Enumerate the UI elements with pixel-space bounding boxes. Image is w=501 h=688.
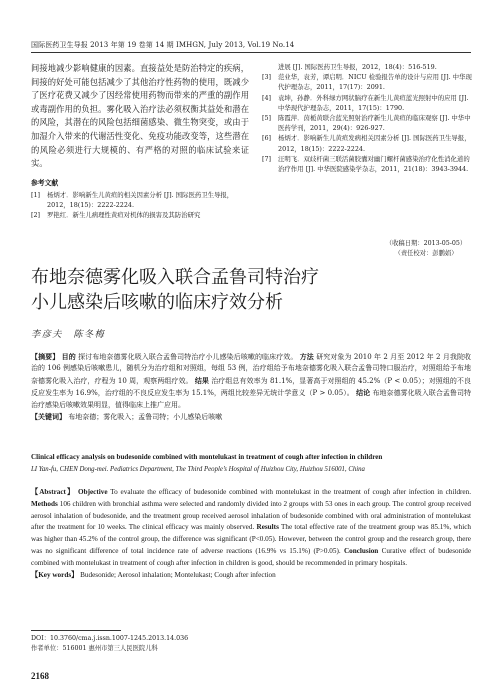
responsible-editor: （责任校对：彭鹏娟）	[394, 249, 458, 257]
en-result-label: Results	[256, 523, 279, 532]
received-note	[380, 239, 472, 258]
result-label: 结果	[194, 375, 209, 385]
objective-label: 目的	[61, 352, 76, 361]
reference-item: [7] 汪明飞．双歧杆菌三联活菌胶囊对幽门螺杆菌感染治疗化性消化道的治疗作用 [J]. 中华医院感染学杂志，2011，21(18)：3943-3944.	[262, 154, 470, 174]
header-rule	[31, 52, 471, 53]
title-line-1: 布地奈德雾化吸入联合孟鲁司特治疗	[31, 267, 319, 288]
footnote-rule	[31, 630, 121, 631]
article-title	[31, 265, 471, 315]
chinese-abstract	[31, 351, 471, 423]
method-label: 方法	[299, 352, 314, 361]
en-keywords-text: Budesonide; Aerosol inhalation; Montelukast; Cough after infection	[80, 570, 276, 579]
reference-item: [3] 范业华，袁芳，谭启明．NICU 检验报告单的设计与应用 [J]. 中华现代护理杂志，2011，17(17)：2091.	[262, 73, 472, 92]
reference-item: [2] 罗艳红．新生儿病理性黄疸对机体的损害及其防治研究	[31, 211, 201, 219]
result-text: 治疗组总有效率为 81.1%，显著高于对照组的 45.2%（P < 0.05）；对照组的不良反应发生率为 16.9%，治疗组的不良反应发生率为 15.1%，两组比较差异无统计学意义（P > 0.05）。	[31, 376, 471, 398]
running-header: 国际医药卫生导报 2013 年第 19 卷第 14 期 IMHGN, July 2013, Vol.19 No.14	[31, 41, 295, 49]
authors: 李彦夫 陈冬梅	[31, 329, 106, 340]
en-method-label: Methods	[31, 499, 58, 508]
references-heading: 参考文献	[31, 179, 59, 187]
received-date: （收稿日期：2013-05-05）	[385, 240, 467, 247]
footnote	[31, 634, 188, 653]
reference-item: [4] 袁坤，孙静．外科绿方网状脑疗在新生儿黄疸蓝光照射中的应用 [J]. 中华现代护理杂志，2011，17(15)：1790.	[262, 93, 469, 112]
reference-item: [5] 陈霞萍．茵栀黄联合蓝光照射治疗新生儿黄疸的临床观察 [J]. 中华中医药学刊，2011，29(4)：926-927.	[262, 114, 471, 133]
page-number: 2168	[31, 671, 49, 681]
keywords-text: 布地奈德；雾化吸入；孟鲁司特；小儿感染后咳嗽	[68, 413, 223, 422]
en-result-text: The total effective rate of the treatment group was 85.1%, which was higher than 45.2% of the control group, the difference was significant (P<0.05). However, between the control group and the research group, there was no significant difference of total incidence rate of adverse reactions (16.9% vs 15.1%) (P>0.05).	[31, 523, 471, 555]
reference-item: 进展 [J]. 国际医药卫生导报，2012，18(4)：516-519.	[278, 63, 437, 71]
en-objective-label: Objective	[78, 488, 108, 496]
right-references	[262, 62, 472, 174]
en-objective-text: To evaluate the efficacy of budesonide combined with montelukast in the treatment of cough after infection in children.	[110, 488, 472, 496]
en-abstract-label: 【Abstract】	[31, 488, 76, 496]
keywords-label: 【关键词】	[31, 412, 66, 422]
english-affiliation: LI Yan-fu, CHEN Dong-mei. Pediatrics Department, The Third People’s Hospital of Huizhou City, Huizhou 516001, China	[31, 466, 365, 473]
author-unit: 作者单位：516001 惠州市第三人民医院儿科	[31, 644, 158, 652]
en-conclusion-label: Conclusion	[343, 546, 379, 555]
reference-item: [6] 杨炳才．影响新生儿黄疸发病相关因素分析 [J]. 国际医药卫生导报，2012，18(15)：2222-2224.	[262, 134, 471, 153]
conclusion-label: 结论	[356, 388, 371, 398]
abstract-label: 【摘要】	[31, 352, 60, 361]
objective-text: 探讨布地奈德雾化吸入联合孟鲁司特治疗小儿感染后咳嗽的临床疗效。	[78, 353, 298, 361]
en-method-text: 106 children with bronchial asthma were selected and randomly divided into 2 groups with 53 ones in each group. The control group received aerosol inhalation of budesonide, and the treatment group received aerosol inhalation of budesonide combined with oral administration of montelukast after the treatment for 10 weeks. The clinical efficacy was mainly observed.	[31, 499, 472, 532]
left-references	[31, 190, 249, 220]
method-text: 研究对象为 2010 年 2 月至 2012 年 2 月我院收治的 106 例感染后咳嗽患儿，随机分为治疗组和对照组，每组 53 例，治疗组给予布地奈德雾化吸入联合孟鲁司特口服治疗，对照组给予布地奈德雾化吸入治疗，疗程为 10 周，观察两组疗效。	[31, 353, 472, 385]
en-conclusion-text: Curative effect of budesonide combined with montelukast in treatment of cough after infection in children is good, should be recommended in primary hospitals.	[31, 546, 472, 567]
english-abstract	[31, 487, 471, 581]
title-line-2: 小儿感染后咳嗽的临床疗效分析	[31, 292, 283, 313]
left-body-text: 间接地减少影响健康的因素。直接益处是防治特定的疾病，间接的好处可能包括减少了其他治疗性药物的使用，既减少了医疗花费又减少了因经常使用药物而带来的严重的副作用或毒副作用的负担。雾化吸入治疗法必须权衡其益处和潜在的风险，其潜在的风险包括细菌感染、微生物突变，或由于加湿介入带来的代谢活性变化、免疫功能改变等，这些潜在的风险必须进行大规模的、有严格的对照的临床试验来证实。	[31, 63, 249, 169]
reference-item: [1] 杨炳才．影响新生儿黄疸的相关因素分析 [J]. 国际医药卫生导报，2012，18(15)：2222-2224.	[31, 191, 234, 209]
english-title: Clinical efficacy analysis on budesonide combined with montelukast in treatment of cough after infection in children	[31, 453, 383, 461]
en-keywords-label: 【Key words】	[31, 570, 79, 579]
conclusion-text: 布地奈德雾化吸入联合孟鲁司特治疗感染后咳嗽效果明显，值得临床上推广应用。	[31, 389, 472, 409]
doi: DOI：10.3760/cma.j.issn.1007-1245.2013.14.036	[31, 635, 189, 642]
